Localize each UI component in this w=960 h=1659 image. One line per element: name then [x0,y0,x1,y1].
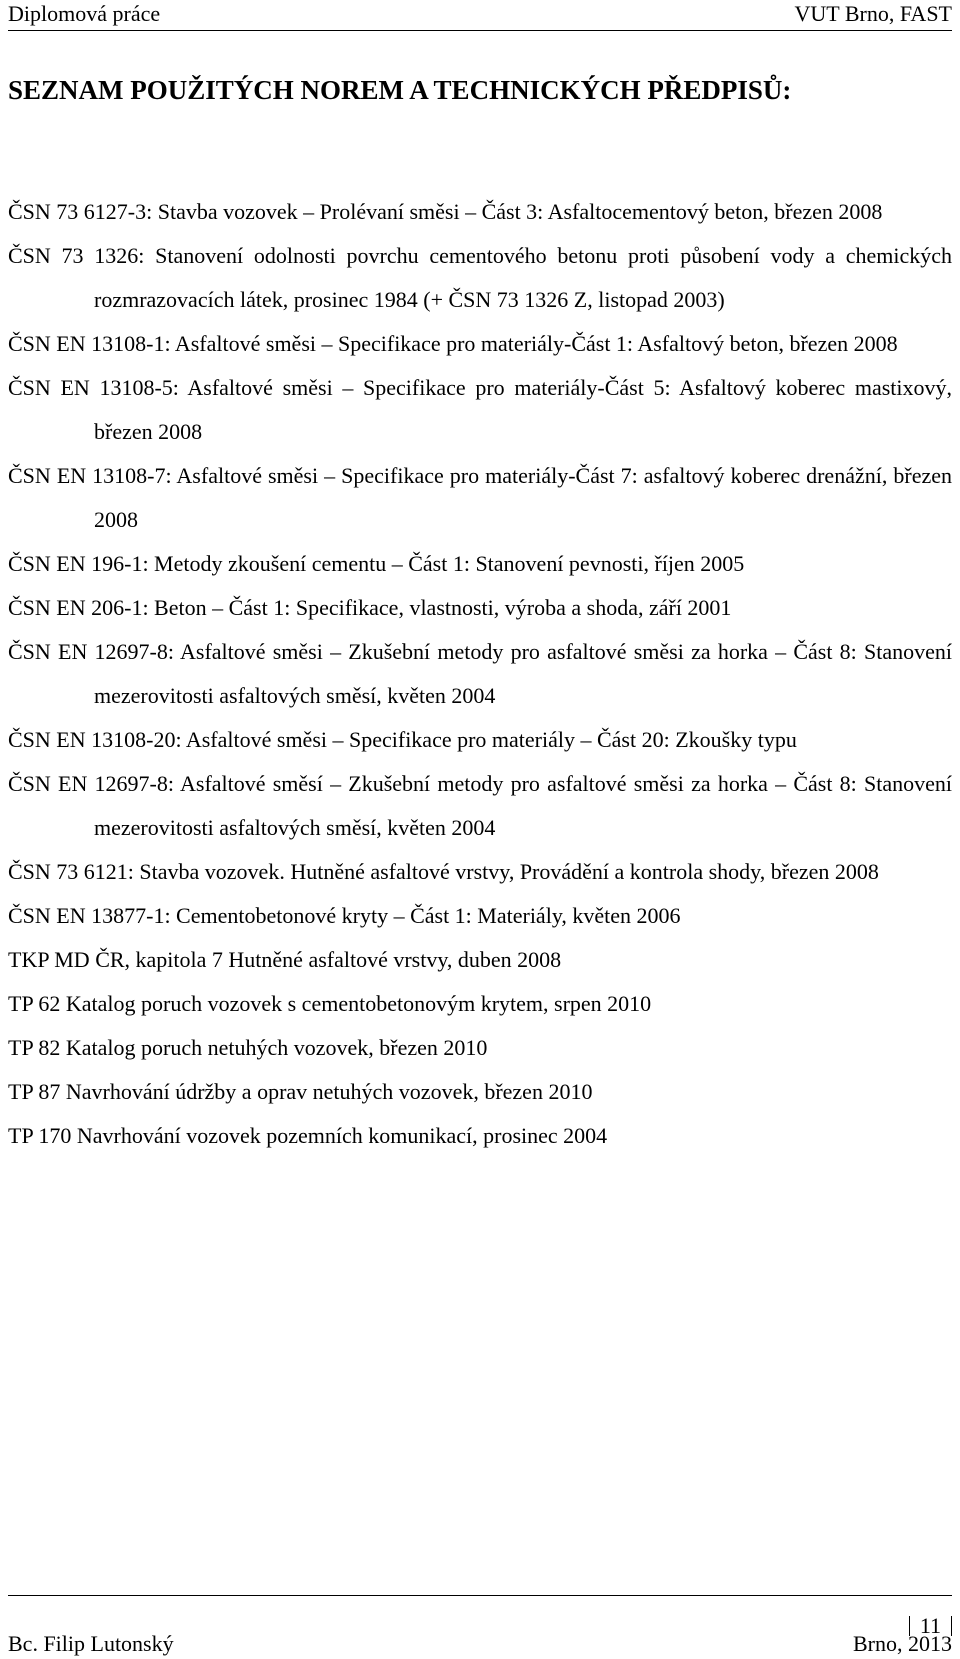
reference-item: TP 170 Navrhování vozovek pozemních komunikací, prosinec 2004 [8,1123,608,1148]
reference-item: TP 87 Navrhování údržby a oprav netuhých vozovek, březen 2010 [8,1079,593,1104]
reference-item: TKP MD ČR, kapitola 7 Hutněné asfaltové vrstvy, duben 2008 [8,947,562,972]
reference-item: ČSN EN 13108-1: Asfaltové směsi – Specifikace pro materiály-Část 1: Asfaltový beton, březen 2008 [8,331,898,356]
reference-item: ČSN 73 6127-3: Stavba vozovek – Prolévaní směsi – Část 3: Asfaltocementový beton, březen 2008 [8,199,883,224]
page-header [8,0,952,31]
reference-item: ČSN EN 13108-7: Asfaltové směsi – Specifikace pro materiály-Část 7: asfaltový koberec drenážní, březen 2008 [8,463,952,532]
reference-item: ČSN EN 206-1: Beton – Část 1: Specifikace, vlastnosti, výroba a shoda, září 2001 [8,595,732,620]
reference-item: ČSN 73 6121: Stavba vozovek. Hutněné asfaltové vrstvy, Provádění a kontrola shody, březen 2008 [8,859,879,884]
reference-list [8,190,952,1158]
header-document-type: Diplomová práce [8,1,161,26]
page-number: 11 [909,1616,952,1636]
reference-item: TP 82 Katalog poruch netuhých vozovek, březen 2010 [8,1035,488,1060]
reference-item: ČSN EN 12697-8: Asfaltové směsí – Zkušební metody pro asfaltové směsi za horka – Část 8: Stanovení mezerovitosti asfaltových směsí, květen 2004 [8,771,952,840]
footer-divider [8,1595,952,1596]
footer-place-year: Brno, 2013 [853,1631,952,1656]
header-institution: VUT Brno, FAST [794,1,952,26]
reference-item: ČSN EN 12697-8: Asfaltové směsi – Zkušební metody pro asfaltové směsi za horka – Část 8: Stanovení mezerovitosti asfaltových směsí, květen 2004 [8,639,952,708]
reference-item: ČSN 73 1326: Stanovení odolnosti povrchu cementového betonu proti působení vody a chemických rozmrazovacích látek, prosinec 1984 (+ ČSN 73 1326 Z, listopad 2003) [8,243,952,312]
reference-item: ČSN EN 13877-1: Cementobetonové kryty – Část 1: Materiály, květen 2006 [8,903,681,928]
reference-item: TP 62 Katalog poruch vozovek s cementobetonovým krytem, srpen 2010 [8,991,652,1016]
reference-item: ČSN EN 13108-20: Asfaltové směsi – Specifikace pro materiály – Část 20: Zkoušky typu [8,727,797,752]
reference-item: ČSN EN 13108-5: Asfaltové směsi – Specifikace pro materiály-Část 5: Asfaltový koberec mastixový, březen 2008 [8,375,952,444]
footer-author: Bc. Filip Lutonský [8,1631,174,1656]
reference-item: ČSN EN 196-1: Metody zkoušení cementu – Část 1: Stanovení pevnosti, říjen 2005 [8,551,745,576]
page-title: SEZNAM POUŽITÝCH NOREM A TECHNICKÝCH PŘEDPISŮ: [8,75,792,105]
